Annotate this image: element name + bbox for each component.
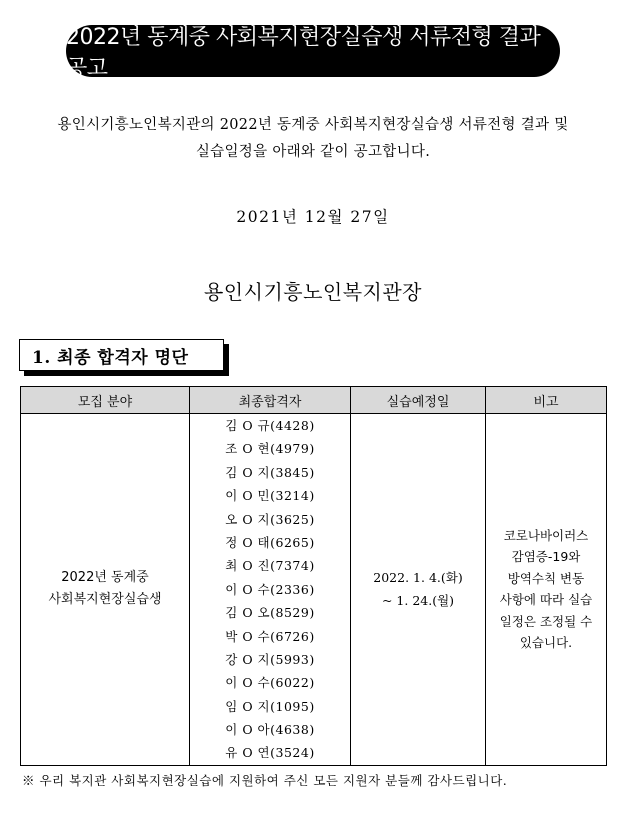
section-heading: 1. 최종 합격자 명단 <box>19 339 224 371</box>
list-item: 이 O 민(3214) <box>225 488 315 504</box>
table-header-row <box>21 387 607 414</box>
schedule-start: 2022. 1. 4.(화) <box>373 570 463 586</box>
remarks-line: 감염증-19와 <box>511 549 581 565</box>
list-item: 강 O 지(5993) <box>225 651 315 667</box>
intro-text <box>20 112 606 166</box>
list-item: 이 O 수(2336) <box>225 581 315 597</box>
list-item: 김 O 지(3845) <box>225 464 315 480</box>
remarks-line: 있습니다. <box>519 635 573 651</box>
list-item: 이 O 아(4638) <box>225 722 315 738</box>
intro-line-1: 용인시기흥노인복지관의 2022년 동계중 사회복지현장실습생 서류전형 결과 및 <box>57 117 569 133</box>
result-table <box>20 386 607 766</box>
schedule-end: ~ 1. 24.(월) <box>381 593 455 609</box>
list-item: 유 O 연(3524) <box>225 745 315 761</box>
header-field: 모집 분야 <box>21 387 190 414</box>
schedule-cell <box>351 414 486 766</box>
list-item: 임 O 지(1095) <box>225 698 315 714</box>
footnote: ※ 우리 복지관 사회복지현장실습에 지원하여 주신 모든 지원자 분들께 감사드립니다. <box>22 773 508 788</box>
remarks-line: 일정은 조정될 수 <box>499 613 593 629</box>
organization-name: 용인시기흥노인복지관장 <box>203 280 423 304</box>
remarks-line: 방역수칙 변동 <box>507 570 585 586</box>
list-item: 김 O 규(4428) <box>225 418 315 433</box>
list-item: 최 O 진(7374) <box>225 558 315 574</box>
header-final-applicants: 최종합격자 <box>190 387 351 414</box>
list-item: 이 O 수(6022) <box>225 675 315 691</box>
header-remarks: 비고 <box>486 387 607 414</box>
list-item: 김 O 오(8529) <box>225 605 315 621</box>
remarks-line: 코로나바이러스 <box>503 527 589 543</box>
announcement-title: 2022년 동계중 사회복지현장실습생 서류전형 결과 공고 <box>66 25 560 77</box>
field-line-1: 2022년 동계중 <box>61 570 149 586</box>
intro-line-2: 실습일정을 아래와 같이 공고합니다. <box>195 144 431 160</box>
header-schedule: 실습예정일 <box>351 387 486 414</box>
list-item: 정 O 태(6265) <box>225 534 315 550</box>
list-item: 오 O 지(3625) <box>225 511 315 527</box>
list-item: 조 O 현(4979) <box>225 441 315 457</box>
names-cell <box>190 414 351 766</box>
table-row <box>21 414 607 766</box>
field-cell <box>21 414 190 766</box>
announcement-date: 2021년 12월 27일 <box>236 208 390 226</box>
remarks-cell <box>486 414 607 766</box>
remarks-line: 사항에 따라 실습 <box>499 592 593 608</box>
field-line-2: 사회복지현장실습생 <box>48 592 162 608</box>
list-item: 박 O 수(6726) <box>225 628 315 644</box>
